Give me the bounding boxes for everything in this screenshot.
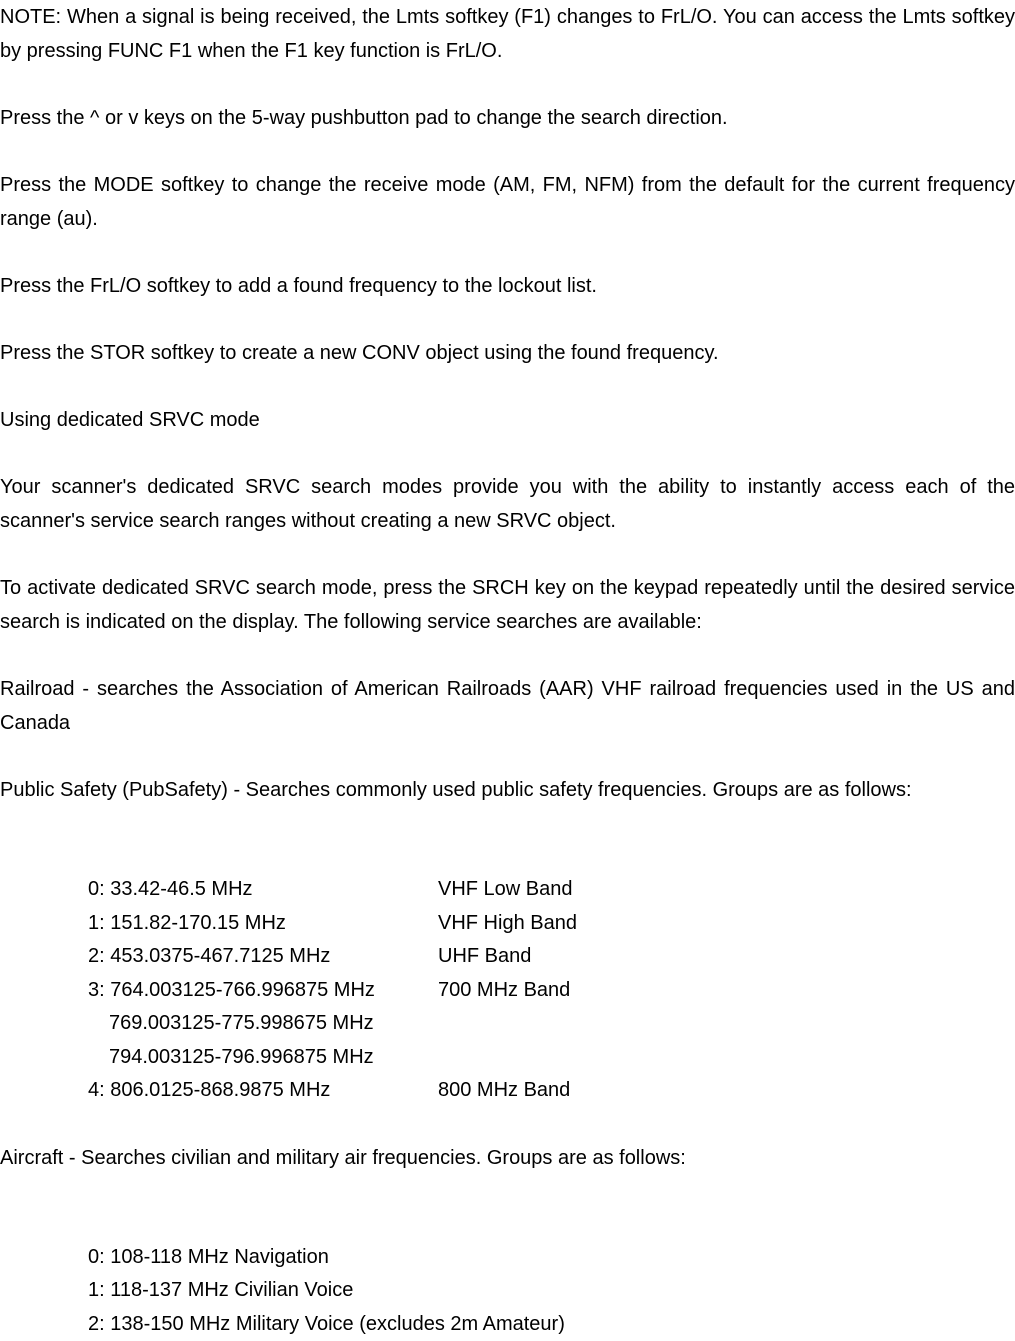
- aircraft-group: 1: 118-137 MHz Civilian Voice: [88, 1274, 353, 1308]
- pubsafety-groups-table: [88, 873, 688, 1108]
- direction-paragraph: Press the ^ or v keys on the 5-way pushbutton pad to change the search direction.: [0, 101, 1015, 135]
- group-band: VHF Low Band: [438, 873, 573, 907]
- list-item: [88, 1241, 688, 1275]
- railroad-paragraph: Railroad - searches the Association of American Railroads (AAR) VHF railroad frequencies used in the US and Canada: [0, 672, 1015, 740]
- aircraft-group: 2: 138-150 MHz Military Voice (excludes 2m Amateur): [88, 1308, 565, 1341]
- stor-paragraph: Press the STOR softkey to create a new CONV object using the found frequency.: [0, 336, 1015, 370]
- pubsafety-paragraph: Public Safety (PubSafety) - Searches commonly used public safety frequencies. Groups are as follows:: [0, 773, 1015, 807]
- group-frequency: 3: 764.003125-766.996875 MHz: [88, 974, 375, 1008]
- table-row: [88, 873, 688, 907]
- srvc-intro-paragraph: Your scanner's dedicated SRVC search modes provide you with the ability to instantly access each of the scanner's service search ranges without creating a new SRVC object.: [0, 470, 1015, 538]
- table-row: [88, 974, 688, 1008]
- group-frequency: 794.003125-796.996875 MHz: [109, 1041, 374, 1075]
- aircraft-groups-list: [88, 1241, 688, 1341]
- section-heading: Using dedicated SRVC mode: [0, 403, 1015, 437]
- list-item: [88, 1274, 688, 1308]
- lockout-paragraph: Press the FrL/O softkey to add a found frequency to the lockout list.: [0, 269, 1015, 303]
- table-row: [88, 907, 688, 941]
- group-frequency: 4: 806.0125-868.9875 MHz: [88, 1074, 330, 1108]
- note-paragraph: NOTE: When a signal is being received, the Lmts softkey (F1) changes to FrL/O. You can access the Lmts softkey by pressing FUNC F1 when the F1 key function is FrL/O.: [0, 0, 1015, 68]
- group-frequency: 769.003125-775.998675 MHz: [109, 1007, 374, 1041]
- table-row: [88, 1007, 688, 1041]
- group-frequency: 1: 151.82-170.15 MHz: [88, 907, 286, 941]
- list-item: [88, 1308, 688, 1341]
- group-band: 800 MHz Band: [438, 1074, 570, 1108]
- group-frequency: 0: 33.42-46.5 MHz: [88, 873, 253, 907]
- aircraft-group: 0: 108-118 MHz Navigation: [88, 1241, 329, 1275]
- activate-paragraph: To activate dedicated SRVC search mode, press the SRCH key on the keypad repeatedly until the desired service search is indicated on the display. The following service searches are available:: [0, 571, 1015, 639]
- table-row: [88, 1074, 688, 1108]
- table-row: [88, 940, 688, 974]
- group-band: 700 MHz Band: [438, 974, 570, 1008]
- table-row: [88, 1041, 688, 1075]
- group-band: UHF Band: [438, 940, 531, 974]
- group-band: VHF High Band: [438, 907, 577, 941]
- group-frequency: 2: 453.0375-467.7125 MHz: [88, 940, 330, 974]
- aircraft-paragraph: Aircraft - Searches civilian and military air frequencies. Groups are as follows:: [0, 1141, 1015, 1175]
- mode-paragraph: Press the MODE softkey to change the receive mode (AM, FM, NFM) from the default for the current frequency range (au).: [0, 168, 1015, 236]
